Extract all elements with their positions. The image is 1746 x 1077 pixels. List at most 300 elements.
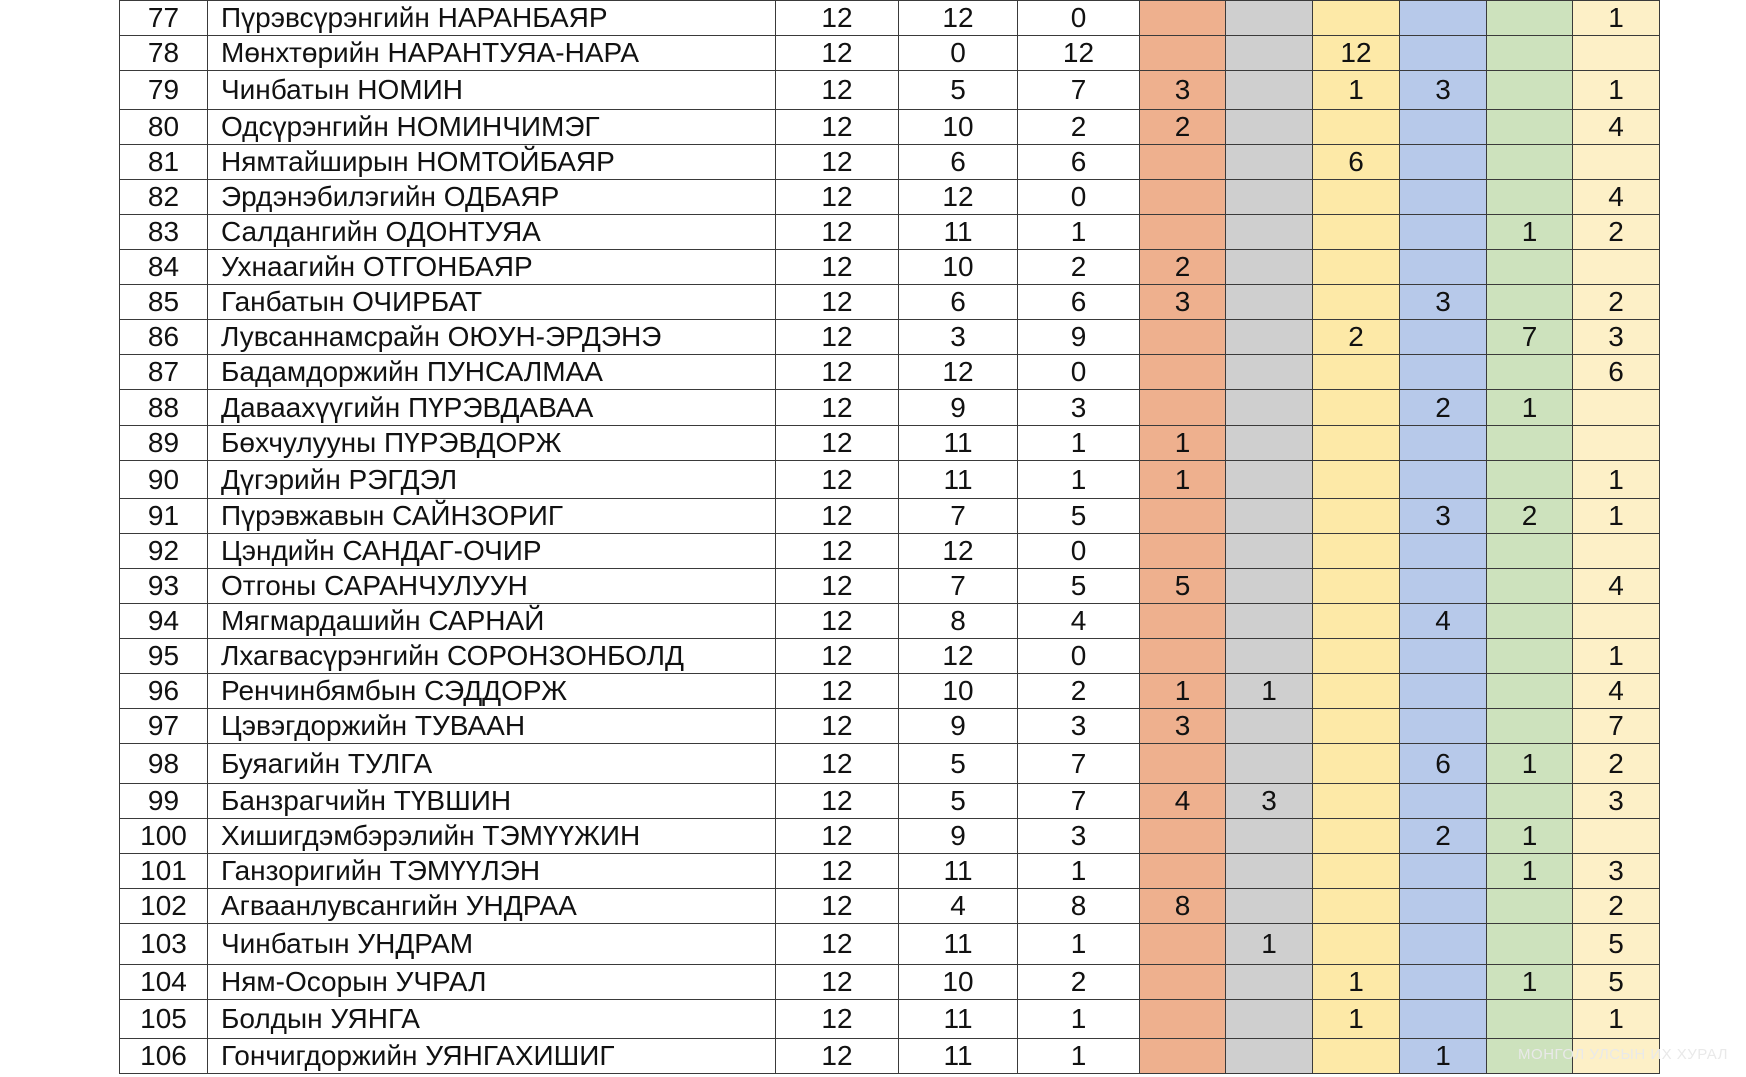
category-1-cell [1140,604,1226,639]
category-5-cell [1487,461,1573,499]
category-3-cell [1313,784,1400,819]
category-1-cell [1140,355,1226,390]
attended-cell: 11 [899,426,1018,461]
total-sessions-cell: 12 [776,145,899,180]
total-sessions-cell: 12 [776,854,899,889]
category-1-cell [1140,744,1226,784]
table-row [120,534,1660,569]
attended-cell: 7 [899,499,1018,534]
absent-cell: 2 [1018,674,1140,709]
table-row [120,36,1660,71]
category-6-cell: 5 [1573,965,1660,1000]
category-3-cell [1313,854,1400,889]
category-6-cell: 4 [1573,674,1660,709]
category-6-cell: 6 [1573,355,1660,390]
category-6-cell: 2 [1573,285,1660,320]
absent-cell: 7 [1018,744,1140,784]
category-1-cell [1140,639,1226,674]
member-name-cell: Дүгэрийн РЭГДЭЛ [208,461,776,499]
table-row [120,819,1660,854]
category-6-cell: 1 [1573,1,1660,36]
member-name-cell: Ням-Осорын УЧРАЛ [208,965,776,1000]
category-1-cell [1140,36,1226,71]
category-2-cell [1226,965,1313,1000]
category-2-cell: 3 [1226,784,1313,819]
total-sessions-cell: 12 [776,604,899,639]
category-5-cell [1487,36,1573,71]
attended-cell: 4 [899,889,1018,924]
category-6-cell [1573,426,1660,461]
absent-cell: 0 [1018,355,1140,390]
category-6-cell: 7 [1573,709,1660,744]
category-4-cell [1400,924,1487,965]
category-5-cell [1487,534,1573,569]
category-4-cell [1400,1,1487,36]
category-2-cell [1226,1000,1313,1039]
total-sessions-cell: 12 [776,180,899,215]
category-3-cell [1313,110,1400,145]
category-1-cell: 1 [1140,426,1226,461]
table-row [120,145,1660,180]
category-4-cell [1400,250,1487,285]
category-5-cell [1487,889,1573,924]
category-2-cell [1226,639,1313,674]
row-number-cell: 81 [120,145,208,180]
row-number-cell: 77 [120,1,208,36]
category-6-cell: 3 [1573,784,1660,819]
attended-cell: 12 [899,639,1018,674]
absent-cell: 1 [1018,924,1140,965]
attended-cell: 9 [899,390,1018,426]
category-2-cell [1226,709,1313,744]
category-3-cell [1313,461,1400,499]
total-sessions-cell: 12 [776,784,899,819]
category-6-cell: 1 [1573,71,1660,110]
row-number-cell: 94 [120,604,208,639]
table-row [120,965,1660,1000]
attendance-table [119,0,1660,1074]
category-4-cell [1400,461,1487,499]
category-3-cell [1313,674,1400,709]
member-name-cell: Цэвэгдоржийн ТУВААН [208,709,776,744]
attended-cell: 5 [899,744,1018,784]
category-3-cell: 6 [1313,145,1400,180]
watermark-text: МОНГОЛ УЛСЫН ИХ ХУРАЛ [1518,1046,1728,1063]
category-5-cell: 2 [1487,499,1573,534]
absent-cell: 6 [1018,145,1140,180]
attended-cell: 9 [899,709,1018,744]
category-6-cell: 3 [1573,854,1660,889]
absent-cell: 1 [1018,461,1140,499]
table-row [120,215,1660,250]
attended-cell: 3 [899,320,1018,355]
table-row [120,250,1660,285]
category-4-cell: 1 [1400,1039,1487,1074]
category-6-cell: 1 [1573,1000,1660,1039]
total-sessions-cell: 12 [776,320,899,355]
category-5-cell [1487,285,1573,320]
category-2-cell [1226,355,1313,390]
total-sessions-cell: 12 [776,639,899,674]
category-2-cell [1226,36,1313,71]
member-name-cell: Ганзоригийн ТЭМҮҮЛЭН [208,854,776,889]
table-row [120,355,1660,390]
category-1-cell [1140,819,1226,854]
category-4-cell: 3 [1400,285,1487,320]
category-1-cell: 3 [1140,709,1226,744]
category-6-cell: 1 [1573,461,1660,499]
category-5-cell [1487,1,1573,36]
table-row [120,889,1660,924]
attended-cell: 12 [899,1,1018,36]
member-name-cell: Агваанлувсангийн УНДРАА [208,889,776,924]
category-1-cell: 5 [1140,569,1226,604]
total-sessions-cell: 12 [776,426,899,461]
row-number-cell: 79 [120,71,208,110]
member-name-cell: Чинбатын УНДРАМ [208,924,776,965]
member-name-cell: Мөнхтөрийн НАРАНТУЯА-НАРА [208,36,776,71]
table-row [120,744,1660,784]
total-sessions-cell: 12 [776,36,899,71]
table-row [120,180,1660,215]
category-6-cell: 1 [1573,639,1660,674]
category-2-cell [1226,604,1313,639]
category-4-cell [1400,639,1487,674]
category-4-cell: 4 [1400,604,1487,639]
member-name-cell: Хишигдэмбэрэлийн ТЭМҮҮЖИН [208,819,776,854]
total-sessions-cell: 12 [776,499,899,534]
table-row [120,499,1660,534]
category-5-cell: 7 [1487,320,1573,355]
category-4-cell [1400,569,1487,604]
category-5-cell [1487,71,1573,110]
category-5-cell [1487,1000,1573,1039]
category-5-cell [1487,674,1573,709]
attended-cell: 10 [899,965,1018,1000]
category-1-cell [1140,854,1226,889]
total-sessions-cell: 12 [776,250,899,285]
member-name-cell: Пүрэвжавын САЙНЗОРИГ [208,499,776,534]
row-number-cell: 102 [120,889,208,924]
category-2-cell [1226,744,1313,784]
attended-cell: 12 [899,180,1018,215]
member-name-cell: Эрдэнэбилэгийн ОДБАЯР [208,180,776,215]
absent-cell: 6 [1018,285,1140,320]
category-3-cell [1313,1,1400,36]
category-4-cell [1400,965,1487,1000]
category-3-cell [1313,285,1400,320]
category-2-cell: 1 [1226,674,1313,709]
category-2-cell [1226,285,1313,320]
total-sessions-cell: 12 [776,390,899,426]
category-6-cell [1573,819,1660,854]
absent-cell: 0 [1018,639,1140,674]
attended-cell: 11 [899,1039,1018,1074]
category-3-cell [1313,639,1400,674]
absent-cell: 9 [1018,320,1140,355]
row-number-cell: 103 [120,924,208,965]
member-name-cell: Лхагвасүрэнгийн СОРОНЗОНБОЛД [208,639,776,674]
category-1-cell: 3 [1140,285,1226,320]
attended-cell: 9 [899,819,1018,854]
table-row [120,709,1660,744]
category-6-cell: 4 [1573,569,1660,604]
category-3-cell [1313,355,1400,390]
attended-cell: 11 [899,854,1018,889]
attended-cell: 6 [899,145,1018,180]
member-name-cell: Ганбатын ОЧИРБАТ [208,285,776,320]
member-name-cell: Мягмардашийн САРНАЙ [208,604,776,639]
category-1-cell [1140,499,1226,534]
attended-cell: 10 [899,110,1018,145]
category-4-cell [1400,674,1487,709]
category-6-cell [1573,36,1660,71]
category-6-cell: 4 [1573,110,1660,145]
category-4-cell [1400,355,1487,390]
category-3-cell: 2 [1313,320,1400,355]
row-number-cell: 106 [120,1039,208,1074]
member-name-cell: Пүрэвсүрэнгийн НАРАНБАЯР [208,1,776,36]
category-2-cell [1226,534,1313,569]
category-3-cell [1313,250,1400,285]
total-sessions-cell: 12 [776,709,899,744]
attended-cell: 12 [899,534,1018,569]
category-4-cell: 3 [1400,71,1487,110]
total-sessions-cell: 12 [776,461,899,499]
absent-cell: 3 [1018,819,1140,854]
table-row [120,110,1660,145]
category-5-cell [1487,604,1573,639]
category-5-cell [1487,355,1573,390]
category-3-cell [1313,744,1400,784]
row-number-cell: 100 [120,819,208,854]
category-4-cell: 2 [1400,819,1487,854]
row-number-cell: 86 [120,320,208,355]
category-6-cell [1573,534,1660,569]
category-5-cell [1487,180,1573,215]
category-4-cell [1400,889,1487,924]
member-name-cell: Банзрагчийн ТҮВШИН [208,784,776,819]
total-sessions-cell: 12 [776,1,899,36]
table-row [120,569,1660,604]
row-number-cell: 98 [120,744,208,784]
category-3-cell [1313,426,1400,461]
category-6-cell: 5 [1573,924,1660,965]
category-6-cell [1573,390,1660,426]
absent-cell: 4 [1018,604,1140,639]
table-row [120,320,1660,355]
table-row [120,1039,1660,1074]
member-name-cell: Ренчинбямбын СЭДДОРЖ [208,674,776,709]
member-name-cell: Бөхчулууны ПҮРЭВДОРЖ [208,426,776,461]
row-number-cell: 104 [120,965,208,1000]
attended-cell: 11 [899,1000,1018,1039]
attended-cell: 12 [899,355,1018,390]
table-row [120,854,1660,889]
category-1-cell: 8 [1140,889,1226,924]
absent-cell: 5 [1018,499,1140,534]
attended-cell: 0 [899,36,1018,71]
absent-cell: 1 [1018,854,1140,889]
category-2-cell [1226,569,1313,604]
category-1-cell [1140,215,1226,250]
category-4-cell [1400,854,1487,889]
category-4-cell [1400,320,1487,355]
absent-cell: 7 [1018,784,1140,819]
absent-cell: 8 [1018,889,1140,924]
attended-cell: 10 [899,250,1018,285]
row-number-cell: 91 [120,499,208,534]
category-4-cell: 3 [1400,499,1487,534]
category-4-cell [1400,534,1487,569]
total-sessions-cell: 12 [776,889,899,924]
category-6-cell [1573,604,1660,639]
row-number-cell: 80 [120,110,208,145]
total-sessions-cell: 12 [776,674,899,709]
row-number-cell: 101 [120,854,208,889]
attended-cell: 8 [899,604,1018,639]
category-5-cell [1487,709,1573,744]
absent-cell: 1 [1018,1039,1140,1074]
category-1-cell [1140,965,1226,1000]
category-1-cell: 1 [1140,674,1226,709]
table-row [120,924,1660,965]
category-4-cell [1400,36,1487,71]
row-number-cell: 82 [120,180,208,215]
category-4-cell [1400,784,1487,819]
total-sessions-cell: 12 [776,965,899,1000]
attended-cell: 5 [899,784,1018,819]
total-sessions-cell: 12 [776,71,899,110]
category-5-cell: 1 [1487,390,1573,426]
category-4-cell: 2 [1400,390,1487,426]
absent-cell: 7 [1018,71,1140,110]
category-1-cell: 2 [1140,110,1226,145]
category-1-cell [1140,534,1226,569]
absent-cell: 0 [1018,534,1140,569]
member-name-cell: Даваахүүгийн ПҮРЭВДАВАА [208,390,776,426]
table-row [120,639,1660,674]
category-5-cell [1487,426,1573,461]
category-3-cell: 12 [1313,36,1400,71]
category-3-cell [1313,604,1400,639]
table-row [120,674,1660,709]
table-row [120,426,1660,461]
category-1-cell: 3 [1140,71,1226,110]
category-3-cell [1313,889,1400,924]
total-sessions-cell: 12 [776,110,899,145]
absent-cell: 2 [1018,250,1140,285]
category-3-cell [1313,180,1400,215]
total-sessions-cell: 12 [776,924,899,965]
category-2-cell [1226,215,1313,250]
absent-cell: 1 [1018,1000,1140,1039]
absent-cell: 0 [1018,1,1140,36]
table-row [120,604,1660,639]
category-5-cell: 1 [1487,215,1573,250]
category-2-cell [1226,426,1313,461]
row-number-cell: 92 [120,534,208,569]
category-1-cell [1140,1000,1226,1039]
member-name-cell: Отгоны САРАНЧУЛУУН [208,569,776,604]
attended-cell: 5 [899,71,1018,110]
member-name-cell: Гончигдоржийн УЯНГАХИШИГ [208,1039,776,1074]
row-number-cell: 93 [120,569,208,604]
category-2-cell [1226,461,1313,499]
category-5-cell [1487,250,1573,285]
table-body [120,1,1660,1074]
total-sessions-cell: 12 [776,744,899,784]
row-number-cell: 96 [120,674,208,709]
absent-cell: 5 [1018,569,1140,604]
member-name-cell: Ухнаагийн ОТГОНБАЯР [208,250,776,285]
table-row [120,1000,1660,1039]
category-4-cell [1400,145,1487,180]
category-3-cell [1313,819,1400,854]
table-row [120,285,1660,320]
category-3-cell: 1 [1313,71,1400,110]
category-4-cell: 6 [1400,744,1487,784]
total-sessions-cell: 12 [776,285,899,320]
category-6-cell: 2 [1573,889,1660,924]
attended-cell: 11 [899,924,1018,965]
category-2-cell: 1 [1226,924,1313,965]
category-1-cell [1140,1,1226,36]
category-4-cell [1400,110,1487,145]
category-1-cell [1140,924,1226,965]
category-5-cell: 1 [1487,744,1573,784]
category-5-cell: 1 [1487,819,1573,854]
absent-cell: 12 [1018,36,1140,71]
category-1-cell [1140,145,1226,180]
attended-cell: 10 [899,674,1018,709]
row-number-cell: 89 [120,426,208,461]
table-row [120,461,1660,499]
category-6-cell [1573,250,1660,285]
member-name-cell: Салдангийн ОДОНТУЯА [208,215,776,250]
total-sessions-cell: 12 [776,534,899,569]
category-3-cell [1313,499,1400,534]
category-5-cell [1487,145,1573,180]
category-3-cell [1313,215,1400,250]
row-number-cell: 83 [120,215,208,250]
category-5-cell: 1 [1487,965,1573,1000]
category-3-cell [1313,390,1400,426]
absent-cell: 3 [1018,390,1140,426]
category-2-cell [1226,180,1313,215]
category-1-cell: 1 [1140,461,1226,499]
row-number-cell: 87 [120,355,208,390]
member-name-cell: Буяагийн ТУЛГА [208,744,776,784]
table-row [120,390,1660,426]
category-1-cell [1140,1039,1226,1074]
category-6-cell: 2 [1573,744,1660,784]
category-5-cell [1487,569,1573,604]
category-1-cell [1140,180,1226,215]
category-2-cell [1226,854,1313,889]
category-1-cell: 4 [1140,784,1226,819]
attended-cell: 6 [899,285,1018,320]
category-4-cell [1400,215,1487,250]
category-2-cell [1226,889,1313,924]
attended-cell: 7 [899,569,1018,604]
member-name-cell: Бадамдоржийн ПУНСАЛМАА [208,355,776,390]
category-4-cell [1400,426,1487,461]
row-number-cell: 99 [120,784,208,819]
category-5-cell [1487,639,1573,674]
category-1-cell: 2 [1140,250,1226,285]
row-number-cell: 90 [120,461,208,499]
